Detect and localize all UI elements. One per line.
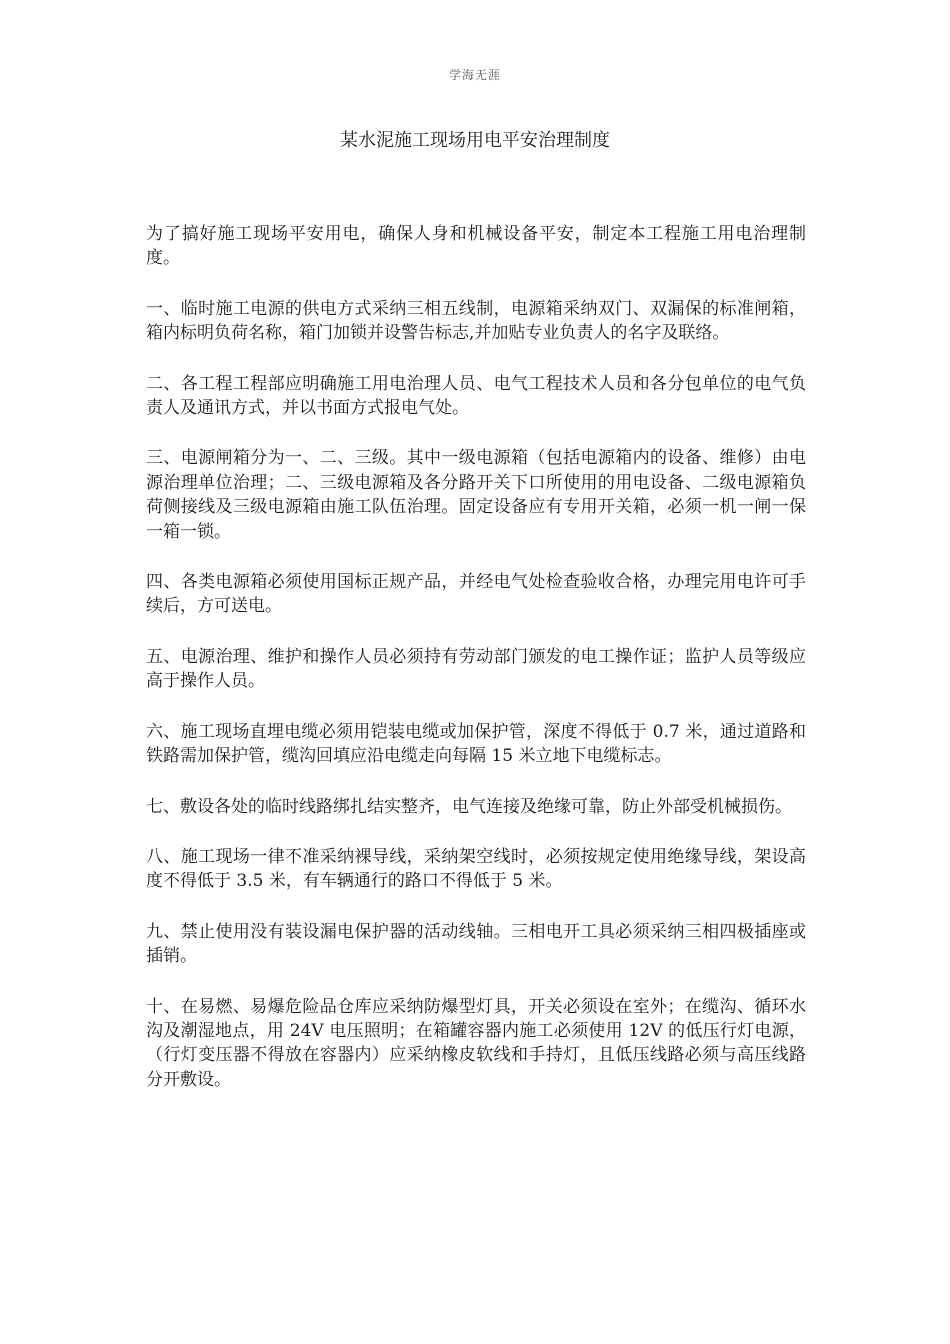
- rule-paragraph-3: 三、电源闸箱分为一、二、三级。其中一级电源箱（包括电源箱内的设备、维修）由电源治理单位治理；二、三级电源箱及各分路开关下口所使用的用电设备、二级电源箱负荷侧接线及三级电源箱由施工队伍治理。固定设备应有专用开关箱，必须一机一闸一保一箱一锁。: [146, 448, 806, 542]
- rule-paragraph-7: 七、敷设各处的临时线路绑扎结实整齐，电气连接及绝缘可靠，防止外部受机械损伤。: [146, 796, 792, 817]
- rule-paragraph-9: 九、禁止使用没有装设漏电保护器的活动线轴。三相电开工具必须采纳三相四极插座或插销。: [146, 921, 806, 967]
- rule-paragraph-4: 四、各类电源箱必须使用国标正规产品，并经电气处检查验收合格，办理完用电许可手续后，方可送电。: [146, 572, 806, 617]
- document-body: [146, 222, 806, 1118]
- rule-paragraph-5: 五、电源治理、维护和操作人员必须持有劳动部门颁发的电工操作证；监护人员等级应高于操作人员。: [146, 646, 806, 692]
- rule-paragraph-1: 一、临时施工电源的供电方式采纳三相五线制，电源箱采纳双门、双漏保的标准闸箱，箱内标明负荷名称，箱门加锁并设警告标志,并加贴专业负责人的名字及联络。: [146, 298, 806, 344]
- rule-paragraph-2: 二、各工程工程部应明确施工用电治理人员、电气工程技术人员和各分包单位的电气负责人及通讯方式，并以书面方式报电气处。: [146, 373, 806, 419]
- rule-paragraph-6: 六、施工现场直埋电缆必须用铠装电缆或加保护管，深度不得低于 0.7 米，通过道路和铁路需加保护管，缆沟回填应沿电缆走向每隔 15 米立地下电缆标志。: [146, 721, 806, 767]
- intro-paragraph: 为了搞好施工现场平安用电，确保人身和机械设备平安，制定本工程施工用电治理制度。: [146, 224, 806, 269]
- page-header: 学海无涯: [448, 68, 501, 82]
- rule-paragraph-10: 十、在易燃、易爆危险品仓库应采纳防爆型灯具，开关必须设在室外；在缆沟、循环水沟及潮湿地点，用 24V 电压照明；在箱罐容器内施工必须使用 12V 的低压行灯电源，（行灯变压器不得放在容器内）应采纳橡皮软线和手持灯，且低压线路必须与高压线路分开敷设。: [146, 996, 806, 1090]
- rule-paragraph-8: 八、施工现场一律不准采纳裸导线，采纳架空线时，必须按规定使用绝缘导线，架设高度不得低于 3.5 米，有车辆通行的路口不得低于 5 米。: [146, 846, 806, 892]
- document-title: 某水泥施工现场用电平安治理制度: [340, 130, 610, 151]
